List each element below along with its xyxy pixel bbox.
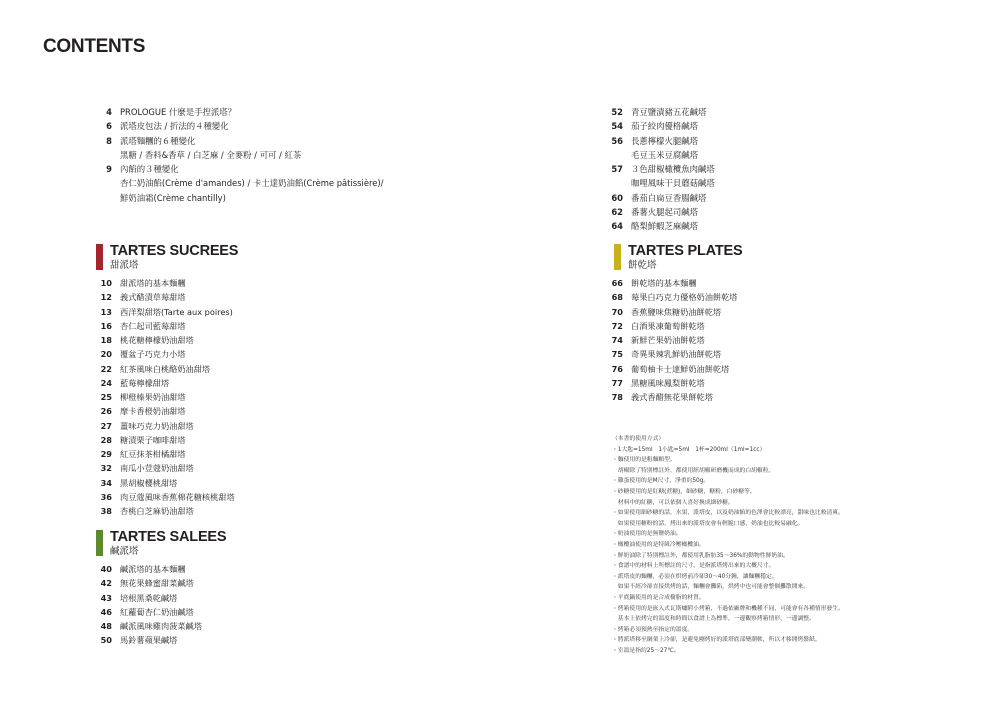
entry-title: 白酒果凍葡萄餅乾塔 xyxy=(631,320,705,331)
toc-entry xyxy=(86,504,235,518)
usage-notes xyxy=(612,434,844,656)
entry-title: 摩卡香橙奶油甜塔 xyxy=(120,406,186,417)
section-title: TARTES PLATES xyxy=(628,243,743,259)
page-number: 20 xyxy=(100,349,112,360)
page-number: 42 xyxy=(100,578,112,589)
entry-title: PROLOGUE 什麼是手揑派塔？ xyxy=(120,107,236,117)
toc-entry xyxy=(597,276,737,290)
entry-title: 杏仁奶油餡(Crème d'amandes) / 卡士達奶油餡(Crème pâtissière)/ xyxy=(120,178,384,189)
page-number: 29 xyxy=(100,449,112,459)
toc-entry xyxy=(86,276,235,290)
toc-entry xyxy=(86,490,235,504)
toc-entry xyxy=(597,162,715,176)
note-line: 胡椒除了特別標註外，都使用經胡椒研磨機而成的白胡椒粒。 xyxy=(612,467,775,474)
page-number: 76 xyxy=(611,363,623,374)
toc-entry xyxy=(597,219,715,233)
entry-title: 奇異果辣乳鮮奶油餅乾塔 xyxy=(631,349,722,360)
toc-entry xyxy=(86,476,235,490)
page-number: 77 xyxy=(611,377,623,388)
section-tartes-sucrees xyxy=(96,244,245,516)
toc-entry xyxy=(86,562,216,576)
entry-title: 南瓜小荳蔻奶油甜塔 xyxy=(120,463,194,474)
toc-entry xyxy=(86,362,235,376)
entry-title: 義式香醋無花果餅乾塔 xyxy=(631,392,713,402)
toc-entry xyxy=(597,176,715,190)
toc-entry xyxy=(86,162,383,176)
entry-title: 番薯火腿起司鹹塔 xyxy=(631,207,698,218)
page-number: 34 xyxy=(100,477,112,488)
note-line: ・雞蛋使用的是M尺寸，淨重約50g。 xyxy=(612,478,710,485)
page-title: CONTENTS xyxy=(43,36,146,57)
entry-title: 番茄白扁豆香腸鹹塔 xyxy=(631,192,707,203)
entry-title: 藍莓檸檬甜塔 xyxy=(120,377,170,388)
entry-title: 薑味巧克力奶油甜塔 xyxy=(120,420,194,431)
note-line: ・烤箱必須預熱至指定的溫度。 xyxy=(612,626,694,633)
page-number: 8 xyxy=(106,135,112,146)
note-line: ・1大匙=15ml 1小匙=5ml 1杯=200ml（1ml=1cc） xyxy=(612,446,766,453)
note-line: ・麵使用的是粗麵顆型。 xyxy=(612,457,676,464)
page-number: 60 xyxy=(611,192,623,203)
page-number: 48 xyxy=(100,621,112,631)
toc-entry xyxy=(597,105,715,119)
section-tartes-salees xyxy=(96,530,226,646)
toc-entry xyxy=(86,619,216,633)
toc-entry xyxy=(597,290,737,304)
toc-entry xyxy=(597,390,737,404)
entry-title: 新鮮芒果奶油餅乾塔 xyxy=(631,335,705,345)
entry-title: 青豆鹽漬豬五花鹹塔 xyxy=(631,107,707,117)
toc-entry xyxy=(597,333,737,347)
toc-entry xyxy=(86,305,235,319)
section-header xyxy=(96,530,226,560)
section-title: TARTES SUCREES xyxy=(110,243,239,259)
toc-entry xyxy=(86,148,383,162)
toc-entry xyxy=(86,605,216,619)
page-number: 70 xyxy=(611,306,623,317)
entry-title: 香蕉鹽味焦糖奶油餅乾塔 xyxy=(631,306,722,317)
note-line: ・室溫是指約25～27℃。 xyxy=(612,647,680,654)
toc-entry xyxy=(86,105,383,119)
toc-entry xyxy=(597,119,715,133)
entry-title: 馬鈴薯蘋果鹹塔 xyxy=(120,635,178,646)
entry-title: 西洋梨甜塔(Tarte aux poires) xyxy=(120,306,233,317)
entry-title: 桃花糖檸檬奶油甜塔 xyxy=(120,335,194,345)
note-line: ・如果使用細砂糖的話，水果，派塔皮，以及奶油餡的色澤會比較漂亮，甜味也比較清爽。 xyxy=(612,510,844,517)
note-line: ・橄欖油使用的是特級冷壓橄欖油。 xyxy=(612,541,705,548)
note-line: 如果不經冷卻直接烘烤的話，麵糰會攤陷，烘烤中也可能會整個攤散開來。 xyxy=(612,584,810,591)
entry-title: 甜派塔的基本麵糰 xyxy=(120,278,186,288)
toc-entry xyxy=(86,191,383,205)
page-number: 9 xyxy=(106,164,112,175)
page-number: 40 xyxy=(100,564,112,574)
page-number: 50 xyxy=(100,635,112,646)
page-number: 4 xyxy=(106,107,112,117)
page-number: 52 xyxy=(611,107,623,117)
entry-title: ３色甜椒橄欖魚肉鹹塔 xyxy=(631,164,715,175)
entry-title: 柳橙榛果奶油甜塔 xyxy=(120,392,186,402)
note-line: （本書的使用方式） xyxy=(612,436,665,442)
note-line: ・砂糖使用的是紅糖(蔗糖)，細砂糖，糖粉，白砂糖等。 xyxy=(612,488,756,495)
toc-entry xyxy=(597,148,715,162)
entry-title: 內餡的３種變化 xyxy=(120,164,179,175)
page-number: 13 xyxy=(100,306,112,317)
entry-title: 糖漬栗子咖啡甜塔 xyxy=(120,434,186,445)
entry-title: 無花果蜂蜜甜菜鹹塔 xyxy=(120,578,194,589)
page-number: 24 xyxy=(100,377,112,388)
note-line: ・烤箱使用的是嵌入式瓦斯爐附小烤箱，不過依廠牌和機種不同，可能會有各種情形發生。 xyxy=(612,605,844,612)
note-line: ・食譜中的材料上所標註的尺寸，是指派塔烤出來的大概尺寸。 xyxy=(612,563,775,570)
toc-entry xyxy=(86,576,216,590)
toc-entry xyxy=(86,419,235,433)
toc-entry xyxy=(86,347,235,361)
page-number: 12 xyxy=(100,292,112,303)
entry-title: 酪梨鮮蝦芝麻鹹塔 xyxy=(631,221,698,232)
note-line: 材料中的紅糖，可以依個人喜好換成細砂糖。 xyxy=(612,499,734,506)
note-line: ・派塔皮的麵糰，必須在烘烤前冷卻30～40分鐘，讓麵糰穩定。 xyxy=(612,573,778,580)
toc-entry xyxy=(86,390,235,404)
entry-title: 派塔麵糰的６種變化 xyxy=(120,135,196,146)
entry-title: 毛豆玉米豆腐鹹塔 xyxy=(631,149,698,160)
toc-entry xyxy=(597,205,715,219)
note-line: ・將派塔移至網架上冷卻，是避免剛烤好的派塔底部變潮軟，所以才移開烤盤紙。 xyxy=(612,637,821,644)
section-subtitle: 甜派塔 xyxy=(110,260,139,271)
page-number: 27 xyxy=(100,420,112,431)
section-title: TARTES SALEES xyxy=(110,529,227,545)
toc-entry xyxy=(86,591,216,605)
section-subtitle: 餅乾塔 xyxy=(628,260,657,271)
page-number: 38 xyxy=(100,506,112,516)
section-header xyxy=(614,244,754,274)
toc-entry xyxy=(86,447,235,461)
page-number: 72 xyxy=(611,320,623,331)
page-number: 66 xyxy=(611,278,623,288)
entry-title: 紅茶風味白桃酪奶油甜塔 xyxy=(120,363,211,374)
entry-title: 黑胡椒櫻桃甜塔 xyxy=(120,477,178,488)
entry-title: 長蔥檸檬火腿鹹塔 xyxy=(631,135,698,146)
note-line: ・鮮奶油除了特別標註外，都使用乳脂肪35～36%的動物性鮮奶油。 xyxy=(612,552,789,559)
toc-entry xyxy=(597,134,715,148)
entry-title: 咖哩風味干貝蘑菇鹹塔 xyxy=(631,178,715,189)
note-line: ・平底鍋使用的是合成樹脂的材質。 xyxy=(612,594,705,601)
plates-list xyxy=(597,276,737,404)
note-line: 基本上依烤完的溫度和時間以食譜上為標準，一邊觀察烤箱情形，一邊調整。 xyxy=(612,616,815,623)
page-number: 78 xyxy=(611,392,623,402)
entry-title: 黑糖 / 香料&香草 / 白芝麻 / 全麥粉 / 可可 / 紅茶 xyxy=(120,149,302,160)
toc-entry xyxy=(86,461,235,475)
page-number: 43 xyxy=(100,592,112,603)
toc-entry xyxy=(86,176,383,190)
page-number: 28 xyxy=(100,434,112,445)
page-number: 75 xyxy=(611,349,623,360)
entry-title: 莓果白巧克力優格奶油餅乾塔 xyxy=(631,292,738,303)
page-number: 68 xyxy=(611,292,623,303)
toc-entry xyxy=(597,376,737,390)
intro-list xyxy=(86,105,383,205)
toc-entry xyxy=(86,134,383,148)
sucrees-list xyxy=(86,276,235,518)
entry-title: 鹹派風味雞肉菠菜鹹塔 xyxy=(120,621,202,631)
page-number: 56 xyxy=(611,135,623,146)
page-number: 25 xyxy=(100,392,112,402)
entry-title: 覆盆子巧克力小塔 xyxy=(120,349,186,360)
toc-entry xyxy=(86,433,235,447)
toc-entry xyxy=(597,347,737,361)
toc-entry xyxy=(597,191,715,205)
savory-continued-list xyxy=(597,105,715,234)
section-color-bar xyxy=(96,244,103,270)
page-number: 18 xyxy=(100,335,112,345)
toc-entry xyxy=(86,633,216,647)
section-subtitle: 鹹派塔 xyxy=(110,546,139,557)
page-number: 26 xyxy=(100,406,112,417)
toc-entry xyxy=(86,119,383,133)
page-number: 10 xyxy=(100,278,112,288)
entry-title: 鮮奶油霜(Crème chantilly) xyxy=(120,192,226,203)
entry-title: 茄子絞肉優格鹹塔 xyxy=(631,121,698,132)
section-header xyxy=(96,244,245,274)
toc-entry xyxy=(597,319,737,333)
page-number: 54 xyxy=(611,121,623,132)
page-number: 57 xyxy=(611,164,623,175)
page-number: 22 xyxy=(100,363,112,374)
toc-entry xyxy=(597,305,737,319)
entry-title: 培根黑桑乾鹹塔 xyxy=(120,592,178,603)
entry-title: 鹹派塔的基本麵糰 xyxy=(120,564,186,574)
entry-title: 葡萄柚卡士達鮮奶油餅乾塔 xyxy=(631,363,730,374)
note-line: ・奶油使用的是無鹽奶油。 xyxy=(612,531,682,538)
section-color-bar xyxy=(96,530,103,556)
entry-title: 杏仁起司藍莓甜塔 xyxy=(120,320,186,331)
page-number: 64 xyxy=(611,221,623,232)
toc-entry xyxy=(86,376,235,390)
page-number: 32 xyxy=(100,463,112,474)
entry-title: 紅蘿蔔杏仁奶油鹹塔 xyxy=(120,606,194,617)
toc-entry xyxy=(86,319,235,333)
entry-title: 派塔皮包法 / 折法的４種變化 xyxy=(120,121,229,132)
toc-entry xyxy=(86,290,235,304)
page-number: 6 xyxy=(106,121,112,132)
note-line: 如果使用糖粉的話，烤出來的派塔皮會有輕脆口感，奶油也比較易融化。 xyxy=(612,520,804,527)
entry-title: 餅乾塔的基本麵糰 xyxy=(631,278,697,288)
page-number: 46 xyxy=(100,606,112,617)
entry-title: 黑糖風味鳳梨餅乾塔 xyxy=(631,377,705,388)
page-number: 62 xyxy=(611,207,623,218)
page-number: 74 xyxy=(611,335,623,345)
section-color-bar xyxy=(614,244,621,270)
toc-entry xyxy=(86,333,235,347)
entry-title: 肉豆蔻風味香蕉棉花糖核桃甜塔 xyxy=(120,491,235,502)
page-number: 36 xyxy=(100,491,112,502)
section-tartes-plates xyxy=(611,243,754,402)
salees-list xyxy=(86,562,216,648)
entry-title: 義式醋漬草莓甜塔 xyxy=(120,292,186,303)
page-number: 16 xyxy=(100,320,112,331)
toc-entry xyxy=(86,404,235,418)
entry-title: 杏桃白芝麻奶油甜塔 xyxy=(120,506,194,516)
toc-entry xyxy=(597,362,737,376)
entry-title: 紅豆抹茶柑橘甜塔 xyxy=(120,449,186,459)
